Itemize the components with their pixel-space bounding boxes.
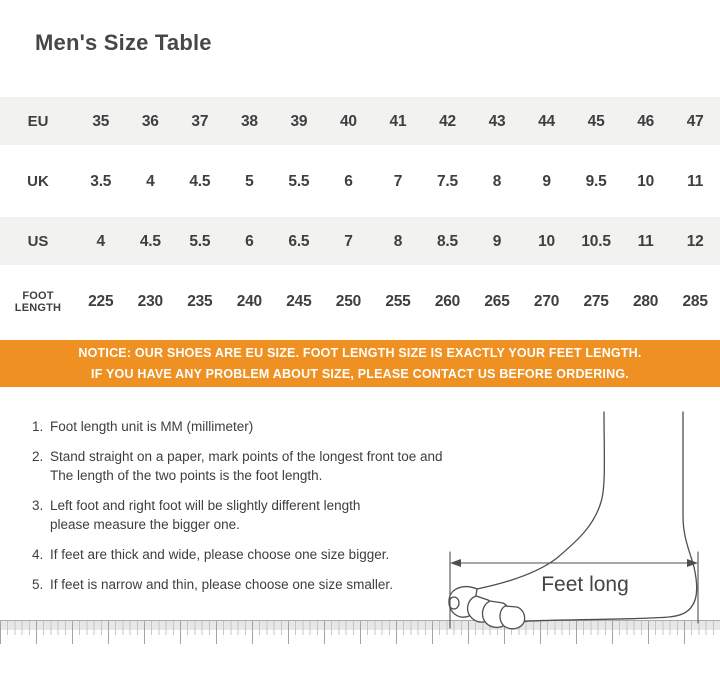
size-table: [0, 92, 720, 332]
size-cell: 11: [637, 233, 654, 250]
size-cell: 8.5: [437, 233, 458, 250]
instruction-number: 3.: [32, 498, 44, 513]
size-cell: 12: [686, 233, 704, 250]
instruction-line: Foot length unit is MM (millimeter): [50, 419, 254, 434]
size-cell: 280: [632, 293, 659, 310]
instruction-number: 2.: [32, 449, 44, 464]
size-cell: 4: [146, 173, 155, 190]
size-cell: 40: [340, 113, 357, 130]
size-cell: 9.5: [585, 173, 607, 190]
size-cell: 260: [434, 293, 461, 310]
size-cell: 265: [484, 293, 510, 310]
size-cell: 3.5: [90, 173, 112, 190]
size-cell: 7.5: [437, 173, 458, 190]
instruction-line: The length of the two points is the foot length.: [50, 468, 323, 483]
size-cell: 240: [236, 293, 262, 310]
instruction-item: [32, 417, 462, 436]
size-cell: 36: [141, 113, 159, 130]
notice-line-1: NOTICE: OUR SHOES ARE EU SIZE. FOOT LENGTH SIZE IS EXACTLY YOUR FEET LENGTH.: [78, 346, 642, 360]
instruction-text: [50, 447, 443, 485]
size-cell: 42: [439, 113, 456, 130]
size-cell: 37: [191, 113, 209, 130]
instruction-text: [50, 575, 393, 594]
size-cell: 4: [96, 233, 105, 250]
size-table-row-label: FOOT LENGTH: [14, 289, 62, 314]
size-cell: 255: [385, 293, 411, 310]
instruction-line: please measure the bigger one.: [50, 517, 240, 532]
instruction-text: [50, 545, 389, 564]
foot-measurement-illustration: [430, 398, 720, 650]
instruction-item: [32, 545, 462, 564]
size-cell: 46: [637, 113, 655, 130]
size-cell: 7: [393, 173, 403, 190]
size-cell: 39: [290, 113, 308, 130]
size-table-row: [0, 272, 720, 332]
instruction-text: [50, 417, 253, 436]
size-table-row: [0, 152, 720, 212]
instruction-line: Stand straight on a paper, mark points of the longest front toe and: [50, 449, 443, 464]
size-cell: 10.5: [581, 233, 611, 250]
page-title: Men's Size Table: [35, 30, 212, 55]
size-cell: 250: [335, 293, 362, 310]
instruction-text: [50, 496, 360, 534]
size-cell: 4.5: [189, 173, 211, 190]
instruction-item: [32, 496, 462, 534]
instruction-number: 5.: [32, 577, 44, 592]
size-cell: 10: [637, 173, 655, 190]
instruction-item: [32, 575, 462, 594]
arrowhead-left-icon: [450, 559, 461, 567]
size-cell: 47: [686, 113, 704, 130]
size-cell: 10: [538, 233, 555, 250]
instruction-line: If feet are thick and wide, please choose one size bigger.: [50, 547, 390, 562]
size-cell: 8: [393, 233, 403, 250]
size-cell: 245: [286, 293, 312, 310]
size-cell: 5.5: [189, 233, 211, 250]
size-cell: 38: [240, 113, 258, 130]
size-cell: 225: [88, 293, 114, 310]
size-cell: 43: [488, 113, 506, 130]
size-table-row-label: EU: [27, 112, 49, 130]
size-cell: 9: [492, 233, 502, 250]
notice-line-2: IF YOU HAVE ANY PROBLEM ABOUT SIZE, PLEASE CONTACT US BEFORE ORDERING.: [91, 367, 629, 381]
size-table-row-label: UK: [27, 172, 49, 190]
measuring-instructions: [32, 417, 462, 605]
instruction-item: [32, 447, 462, 485]
size-cell: 275: [583, 293, 609, 310]
size-cell: 11: [687, 173, 704, 190]
size-table-row-label: US: [27, 232, 49, 250]
size-cell: 41: [389, 113, 407, 130]
instruction-number: 4.: [32, 547, 44, 562]
feet-long-label: Feet long: [541, 573, 629, 596]
notice-banner: [0, 340, 720, 387]
size-cell: 9: [542, 173, 551, 190]
size-cell: 285: [682, 293, 708, 310]
size-cell: 6.5: [288, 233, 310, 250]
size-cell: 4.5: [139, 233, 161, 250]
toe-4: [500, 606, 525, 629]
size-cell: 45: [587, 113, 605, 130]
size-cell: 8: [492, 173, 502, 190]
size-table-row: [0, 212, 720, 272]
size-cell: 6: [245, 233, 254, 250]
instruction-line: Left foot and right foot will be slightly different length: [50, 498, 361, 513]
size-cell: 235: [187, 293, 213, 310]
size-cell: 5.5: [288, 173, 310, 190]
size-cell: 35: [92, 113, 110, 130]
size-cell: 44: [538, 113, 555, 130]
size-cell: 7: [344, 233, 353, 250]
size-cell: 6: [344, 173, 353, 190]
size-cell: 270: [533, 293, 560, 310]
instruction-number: 1.: [32, 419, 44, 434]
size-table-row: [0, 92, 720, 152]
size-cell: 5: [245, 173, 254, 190]
size-cell: 230: [137, 293, 163, 310]
instruction-line: If feet is narrow and thin, please choose one size smaller.: [50, 577, 393, 592]
